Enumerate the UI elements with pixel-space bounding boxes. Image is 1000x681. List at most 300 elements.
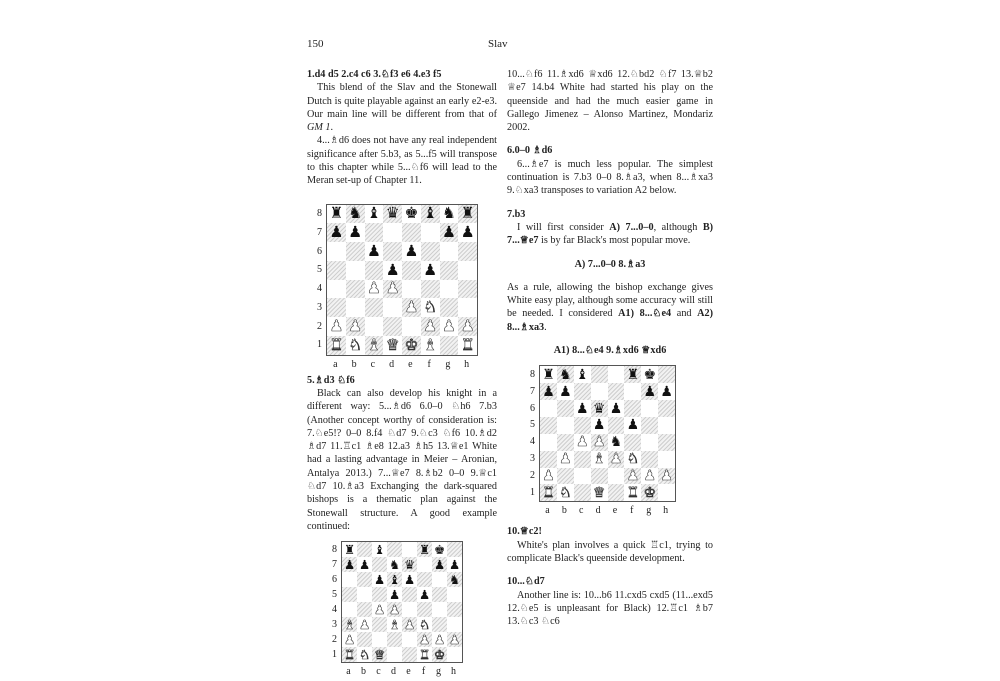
square-b1 <box>357 647 372 662</box>
square-d1 <box>383 336 402 355</box>
file-label: e <box>406 666 411 678</box>
square-h7 <box>658 383 675 400</box>
file-label: h <box>464 358 470 370</box>
white-bishop-icon: ♝ <box>343 617 356 632</box>
paragraph: Another line is: 10...b6 11.cxd5 cxd5 (11...exd5 12.♘e5 is unpleasant for Black) 12.♖c1 ♗b7 13.♘c3 ♘c6 <box>507 589 713 628</box>
white-rook-icon: ♜ <box>460 336 475 354</box>
square-c8 <box>365 205 384 224</box>
rank-label: 1 <box>530 486 535 498</box>
square-a8 <box>327 205 346 224</box>
black-pawn-icon: ♟ <box>373 572 386 587</box>
black-queen-icon: ♛ <box>403 557 416 572</box>
black-pawn-icon: ♟ <box>660 383 673 399</box>
paragraph: This blend of the Slav and the Stonewall Dutch is quite playable against an early e2-e3. Our main line will be different from that of GM 1. <box>307 82 497 134</box>
chess-diagram <box>312 204 492 374</box>
file-label: f <box>421 666 426 678</box>
square-b3 <box>357 617 372 632</box>
white-pawn-icon: ♟ <box>460 317 475 335</box>
white-pawn-icon: ♟ <box>385 280 400 298</box>
white-knight-icon: ♞ <box>348 336 363 354</box>
white-pawn-icon: ♟ <box>626 468 640 484</box>
rank-label: 5 <box>317 264 322 276</box>
square-b7 <box>357 557 372 572</box>
black-pawn-icon: ♟ <box>460 224 475 242</box>
file-label: f <box>630 505 634 517</box>
square-f5 <box>417 587 432 602</box>
square-f5 <box>421 261 440 280</box>
square-c8 <box>574 366 591 383</box>
square-a6 <box>342 572 357 587</box>
square-h3 <box>447 617 462 632</box>
rank-label: 6 <box>530 402 535 414</box>
square-g1 <box>432 647 447 662</box>
move-heading: 5.♗d3 ♘f6 <box>307 374 355 386</box>
white-king-icon: ♚ <box>433 647 446 662</box>
square-h5 <box>658 417 675 434</box>
white-rook-icon: ♜ <box>343 647 356 662</box>
square-d8 <box>383 205 402 224</box>
square-f6 <box>624 400 641 417</box>
black-rook-icon: ♜ <box>329 205 344 223</box>
square-a4 <box>327 280 346 299</box>
white-king-icon: ♚ <box>643 484 656 500</box>
square-c7 <box>365 223 384 242</box>
white-pawn-icon: ♟ <box>366 280 381 298</box>
square-b4 <box>557 434 574 451</box>
black-rook-icon: ♜ <box>626 366 640 382</box>
black-knight-icon: ♞ <box>388 557 401 572</box>
square-c3 <box>372 617 387 632</box>
white-pawn-icon: ♟ <box>441 317 456 335</box>
black-knight-icon: ♞ <box>448 572 461 587</box>
white-pawn-icon: ♟ <box>348 317 363 335</box>
white-pawn-icon: ♟ <box>343 632 356 647</box>
white-pawn-icon: ♟ <box>542 468 555 484</box>
rank-label: 8 <box>530 368 535 380</box>
black-bishop-icon: ♝ <box>575 366 589 382</box>
square-f1 <box>624 484 641 501</box>
square-a3 <box>540 451 557 468</box>
white-pawn-icon: ♟ <box>433 632 446 647</box>
square-c5 <box>372 587 387 602</box>
square-b3 <box>557 451 574 468</box>
square-c4 <box>365 280 384 299</box>
square-d2 <box>387 632 402 647</box>
square-e1 <box>402 336 421 355</box>
black-knight-icon: ♞ <box>559 366 572 382</box>
square-e3 <box>402 298 421 317</box>
file-label: d <box>391 666 396 678</box>
square-b1 <box>557 484 574 501</box>
square-b7 <box>557 383 574 400</box>
square-e8 <box>608 366 625 383</box>
square-f7 <box>417 557 432 572</box>
square-b8 <box>557 366 574 383</box>
rank-label: 4 <box>332 603 337 615</box>
square-f3 <box>624 451 641 468</box>
square-e1 <box>402 647 417 662</box>
square-b6 <box>557 400 574 417</box>
square-c6 <box>372 572 387 587</box>
square-d5 <box>383 261 402 280</box>
square-c5 <box>365 261 384 280</box>
square-f2 <box>421 317 440 336</box>
black-pawn-icon: ♟ <box>404 242 419 260</box>
square-e4 <box>402 280 421 299</box>
square-h2 <box>458 317 477 336</box>
square-g8 <box>440 205 459 224</box>
white-pawn-icon: ♟ <box>559 451 572 467</box>
white-pawn-icon: ♟ <box>358 617 371 632</box>
white-knight-icon: ♞ <box>423 299 438 317</box>
square-e3 <box>608 451 625 468</box>
black-queen-icon: ♛ <box>385 205 400 223</box>
black-king-icon: ♚ <box>643 366 656 382</box>
square-e7 <box>402 223 421 242</box>
square-g5 <box>432 587 447 602</box>
black-bishop-icon: ♝ <box>373 542 386 557</box>
rank-label: 5 <box>530 419 535 431</box>
file-label: g <box>646 505 652 517</box>
rank-label: 7 <box>332 558 337 570</box>
square-d8 <box>591 366 608 383</box>
file-label: a <box>346 666 351 678</box>
square-g3 <box>440 298 459 317</box>
black-pawn-icon: ♟ <box>366 242 381 260</box>
square-e5 <box>402 261 421 280</box>
square-a7 <box>342 557 357 572</box>
square-a4 <box>540 434 557 451</box>
left-column <box>307 68 497 681</box>
square-f4 <box>624 434 641 451</box>
file-label: h <box>663 505 669 517</box>
square-a5 <box>540 417 557 434</box>
white-queen-icon: ♛ <box>592 484 606 500</box>
square-c6 <box>574 400 591 417</box>
square-a6 <box>327 242 346 261</box>
square-h4 <box>447 602 462 617</box>
square-d7 <box>383 223 402 242</box>
square-c8 <box>372 542 387 557</box>
square-f8 <box>624 366 641 383</box>
square-f2 <box>417 632 432 647</box>
move-heading: 10...♘d7 <box>507 576 545 588</box>
square-b6 <box>346 242 365 261</box>
square-a3 <box>327 298 346 317</box>
square-h3 <box>458 298 477 317</box>
square-h5 <box>447 587 462 602</box>
square-g6 <box>641 400 658 417</box>
square-b4 <box>346 280 365 299</box>
chessboard <box>539 365 676 502</box>
square-h4 <box>458 280 477 299</box>
black-pawn-icon: ♟ <box>433 557 446 572</box>
rank-label: 2 <box>530 470 535 482</box>
black-pawn-icon: ♟ <box>626 417 640 433</box>
file-label: a <box>545 505 550 517</box>
square-b1 <box>346 336 365 355</box>
square-g1 <box>641 484 658 501</box>
black-rook-icon: ♜ <box>460 205 475 223</box>
square-e4 <box>402 602 417 617</box>
square-f4 <box>417 602 432 617</box>
rank-label: 6 <box>332 573 337 585</box>
square-c5 <box>574 417 591 434</box>
square-a7 <box>540 383 557 400</box>
square-h8 <box>458 205 477 224</box>
square-b4 <box>357 602 372 617</box>
square-b2 <box>357 632 372 647</box>
file-label: h <box>451 666 456 678</box>
square-d3 <box>387 617 402 632</box>
square-e2 <box>402 317 421 336</box>
file-label: g <box>445 358 451 370</box>
file-label: a <box>333 358 338 370</box>
rank-label: 4 <box>530 436 535 448</box>
rank-label: 1 <box>332 648 337 660</box>
file-label: d <box>595 505 601 517</box>
square-d1 <box>591 484 608 501</box>
white-knight-icon: ♞ <box>559 484 572 500</box>
square-e5 <box>608 417 625 434</box>
rank-label: 6 <box>317 245 322 257</box>
paragraph: 6...♗e7 is much less popular. The simplest continuation is 7.b3 0–0 8.♗a3, when 8...♗xa3 9.♘xa3 transposes to variation A2 below. <box>507 158 713 197</box>
black-pawn-icon: ♟ <box>388 587 401 602</box>
square-g4 <box>440 280 459 299</box>
square-h6 <box>447 572 462 587</box>
square-b2 <box>346 317 365 336</box>
white-king-icon: ♚ <box>404 336 419 354</box>
square-g3 <box>641 451 658 468</box>
square-h6 <box>658 400 675 417</box>
square-c1 <box>574 484 591 501</box>
black-rook-icon: ♜ <box>343 542 356 557</box>
running-title: Slav <box>488 38 508 50</box>
square-d3 <box>383 298 402 317</box>
square-f6 <box>417 572 432 587</box>
black-pawn-icon: ♟ <box>575 400 589 416</box>
file-label: e <box>408 358 413 370</box>
square-c1 <box>372 647 387 662</box>
rank-label: 3 <box>332 618 337 630</box>
variation-heading: A1) 8...♘e4 9.♗xd6 ♕xd6 <box>553 345 667 357</box>
file-label: c <box>370 358 376 370</box>
square-g2 <box>432 632 447 647</box>
white-knight-icon: ♞ <box>418 617 431 632</box>
square-a4 <box>342 602 357 617</box>
white-pawn-icon: ♟ <box>403 617 416 632</box>
square-b8 <box>346 205 365 224</box>
square-f6 <box>421 242 440 261</box>
chessboard <box>341 541 463 663</box>
square-h2 <box>658 468 675 485</box>
white-rook-icon: ♜ <box>329 336 344 354</box>
rank-label: 2 <box>332 633 337 645</box>
square-g2 <box>641 468 658 485</box>
white-knight-icon: ♞ <box>358 647 371 662</box>
paragraph: 4...♗d6 does not have any real independent significance after 5.b3, as 5...f5 will transpose to this chapter while 5...♘f6 will lead to the Meran set-up of Chapter 11. <box>307 135 497 187</box>
page-number: 150 <box>307 38 324 50</box>
square-g4 <box>641 434 658 451</box>
rank-label: 4 <box>317 283 322 295</box>
square-d4 <box>591 434 608 451</box>
square-g6 <box>440 242 459 261</box>
file-label: b <box>561 505 567 517</box>
chessboard <box>326 204 478 356</box>
square-d6 <box>591 400 608 417</box>
square-b5 <box>357 587 372 602</box>
square-b5 <box>557 417 574 434</box>
black-queen-icon: ♛ <box>592 400 606 416</box>
paragraph: Black can also develop his knight in a different way: 5...♗d6 6.0–0 ♘h6 7.b3 (Another concept worthy of consideration is: 7.♘e5!? 0–0 8.f4 ♘d7 9.♘c3 ♘f6 10.♗d2 ♗d7 11.♖c1 ♗e8 12.a3 ♗h5 13.♕e1 White had a lasting advantage in Meier – Aronian, Antalya 2013.) 7...♕e7 8.♗b2 0–0 9.♕c1 ♘d7 10.♗a3 Exchanging the dark-squared bishops is a thematic plan against the Stonewall structure. A good example continued: <box>307 387 497 532</box>
white-pawn-icon: ♟ <box>404 299 419 317</box>
white-bishop-icon: ♝ <box>388 617 401 632</box>
square-h7 <box>458 223 477 242</box>
file-label: e <box>612 505 618 517</box>
square-b5 <box>346 261 365 280</box>
square-c7 <box>372 557 387 572</box>
square-h8 <box>447 542 462 557</box>
move-heading: 7.b3 <box>507 208 526 220</box>
square-a1 <box>540 484 557 501</box>
square-d7 <box>591 383 608 400</box>
square-b3 <box>346 298 365 317</box>
square-a5 <box>327 261 346 280</box>
square-f5 <box>624 417 641 434</box>
rank-label: 2 <box>317 320 322 332</box>
square-c1 <box>365 336 384 355</box>
rank-label: 8 <box>317 208 322 220</box>
square-f7 <box>421 223 440 242</box>
square-g7 <box>432 557 447 572</box>
black-bishop-icon: ♝ <box>388 572 401 587</box>
square-c6 <box>365 242 384 261</box>
square-d4 <box>387 602 402 617</box>
square-d6 <box>383 242 402 261</box>
black-pawn-icon: ♟ <box>542 383 555 399</box>
square-b2 <box>557 468 574 485</box>
variation-heading: A) 7...0–0 8.♗a3 <box>574 258 646 270</box>
black-knight-icon: ♞ <box>441 205 456 223</box>
rank-label: 5 <box>332 588 337 600</box>
square-c2 <box>574 468 591 485</box>
black-rook-icon: ♜ <box>542 366 555 382</box>
square-b7 <box>346 223 365 242</box>
white-pawn-icon: ♟ <box>373 602 386 617</box>
black-pawn-icon: ♟ <box>385 261 400 279</box>
square-g2 <box>440 317 459 336</box>
black-pawn-icon: ♟ <box>609 400 623 416</box>
square-h6 <box>458 242 477 261</box>
rank-label: 3 <box>530 453 535 465</box>
white-pawn-icon: ♟ <box>448 632 461 647</box>
square-f1 <box>417 647 432 662</box>
square-c4 <box>372 602 387 617</box>
square-d4 <box>383 280 402 299</box>
white-knight-icon: ♞ <box>626 451 640 467</box>
square-f3 <box>417 617 432 632</box>
square-g7 <box>440 223 459 242</box>
square-a6 <box>540 400 557 417</box>
rank-label: 1 <box>317 339 322 351</box>
black-pawn-icon: ♟ <box>423 261 438 279</box>
black-knight-icon: ♞ <box>609 434 623 450</box>
file-label: c <box>376 666 381 678</box>
square-b6 <box>357 572 372 587</box>
square-a5 <box>342 587 357 602</box>
black-pawn-icon: ♟ <box>403 572 416 587</box>
black-knight-icon: ♞ <box>348 205 363 223</box>
square-c3 <box>574 451 591 468</box>
white-pawn-icon: ♟ <box>388 602 401 617</box>
white-pawn-icon: ♟ <box>329 317 344 335</box>
square-f4 <box>421 280 440 299</box>
rank-label: 8 <box>332 543 337 555</box>
file-label: b <box>351 358 357 370</box>
white-bishop-icon: ♝ <box>592 451 606 467</box>
square-h5 <box>458 261 477 280</box>
square-e5 <box>402 587 417 602</box>
square-a8 <box>540 366 557 383</box>
square-a2 <box>327 317 346 336</box>
square-a3 <box>342 617 357 632</box>
square-g8 <box>641 366 658 383</box>
black-king-icon: ♚ <box>404 205 419 223</box>
black-pawn-icon: ♟ <box>348 224 363 242</box>
square-g5 <box>440 261 459 280</box>
paragraph: As a rule, allowing the bishop exchange gives White easy play, although some accuracy will still be needed. I considered A1) 8...♘e4 and A2) 8...♗xa3. <box>507 281 714 333</box>
chess-diagram <box>525 365 695 525</box>
white-pawn-icon: ♟ <box>418 632 431 647</box>
black-pawn-icon: ♟ <box>358 557 371 572</box>
square-a1 <box>327 336 346 355</box>
move-heading: 6.0–0 ♗d6 <box>507 145 553 157</box>
rank-label: 7 <box>317 226 322 238</box>
white-rook-icon: ♜ <box>626 484 640 500</box>
square-h3 <box>658 451 675 468</box>
square-f7 <box>624 383 641 400</box>
rank-label: 7 <box>530 385 535 397</box>
square-d6 <box>387 572 402 587</box>
square-e6 <box>402 572 417 587</box>
square-c3 <box>365 298 384 317</box>
white-bishop-icon: ♝ <box>423 336 438 354</box>
square-f2 <box>624 468 641 485</box>
square-d2 <box>591 468 608 485</box>
white-bishop-icon: ♝ <box>366 336 381 354</box>
file-label: g <box>436 666 441 678</box>
white-pawn-icon: ♟ <box>660 468 673 484</box>
square-b8 <box>357 542 372 557</box>
square-c2 <box>372 632 387 647</box>
square-c4 <box>574 434 591 451</box>
black-pawn-icon: ♟ <box>441 224 456 242</box>
white-pawn-icon: ♟ <box>575 434 589 450</box>
white-queen-icon: ♛ <box>385 336 400 354</box>
square-d7 <box>387 557 402 572</box>
rank-label: 3 <box>317 301 322 313</box>
white-rook-icon: ♜ <box>418 647 431 662</box>
square-d5 <box>387 587 402 602</box>
white-pawn-icon: ♟ <box>609 451 623 467</box>
file-label: f <box>427 358 431 370</box>
move-heading: 1.d4 d5 2.c4 c6 3.♘f3 e6 4.e3 f5 <box>307 69 442 80</box>
black-pawn-icon: ♟ <box>592 417 606 433</box>
white-pawn-icon: ♟ <box>592 434 606 450</box>
black-bishop-icon: ♝ <box>423 205 438 223</box>
square-c2 <box>365 317 384 336</box>
white-pawn-icon: ♟ <box>643 468 656 484</box>
